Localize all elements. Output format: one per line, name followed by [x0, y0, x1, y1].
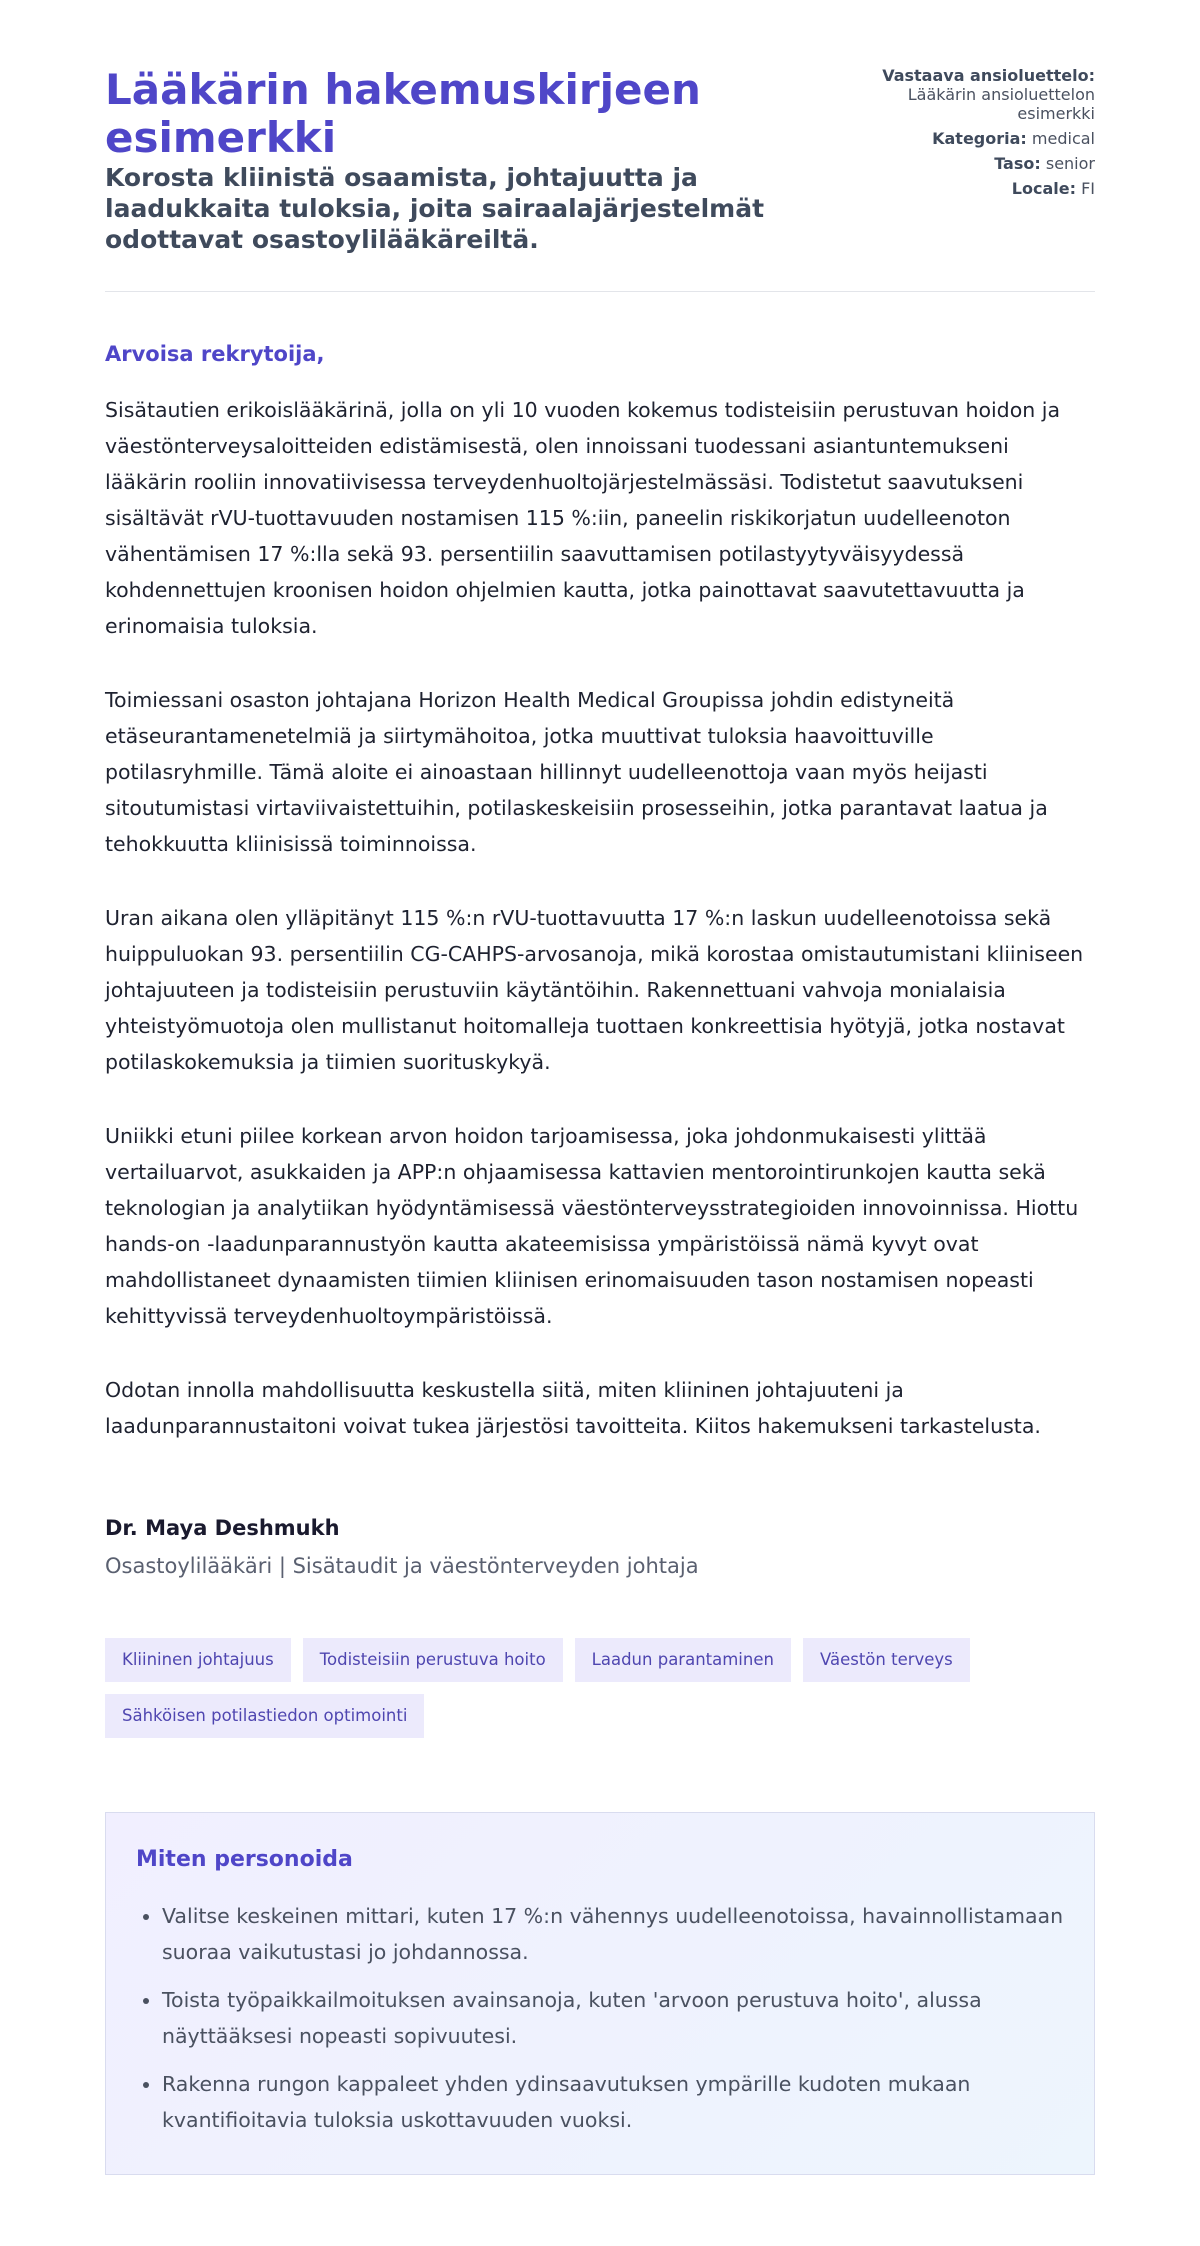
salutation: Arvoisa rekrytoija,: [105, 342, 325, 366]
letter-body: [105, 342, 1095, 1578]
meta-locale-label: Locale:: [1011, 179, 1076, 198]
skill-tag: Kliininen johtajuus: [105, 1638, 291, 1682]
tip-item: • Valitse keskeinen mittari, kuten 17 %:n vähennys uudelleenotoissa, havainnollistamaan suoraa vaikutustasi jo johdannossa.: [162, 1898, 1064, 1970]
tip-item: • Rakenna rungon kappaleet yhden ydinsaavutuksen ympärille kudoten mukaan kvantifioitavia tuloksia uskottavuuden vuoksi.: [162, 2066, 1064, 2138]
meta-level-label: Taso:: [994, 154, 1041, 173]
meta-locale: [855, 179, 1095, 198]
skill-tag: Sähköisen potilastiedon optimointi: [105, 1694, 424, 1738]
meta-locale-value: FI: [1081, 179, 1095, 198]
tips-title: Miten personoida: [136, 1847, 353, 1872]
signature-name: Dr. Maya Deshmukh: [105, 1516, 340, 1540]
personalization-tips: [105, 1812, 1095, 2175]
tip-item: • Toista työpaikkailmoituksen avainsanoja, kuten 'arvoon perustuva hoito', alussa näyttääksesi nopeasti sopivuutesi.: [162, 1982, 1064, 2054]
meta-resume: [855, 66, 1095, 123]
meta-level: [855, 154, 1095, 173]
signature-title: Osastoylilääkäri | Sisätaudit ja väestönterveyden johtaja: [105, 1554, 699, 1578]
meta-category-label: Kategoria:: [932, 129, 1027, 148]
header-titles: [105, 66, 805, 255]
meta-category: [855, 129, 1095, 148]
skill-tags: [105, 1638, 1095, 1738]
skill-tag: Todisteisiin perustuva hoito: [303, 1638, 563, 1682]
meta-resume-label: Vastaava ansioluettelo:: [882, 66, 1095, 85]
letter-paragraph: Uniikki etuni piilee korkean arvon hoidon tarjoamisessa, joka johdonmukaisesti ylittää vertailuarvot, asukkaiden ja APP:n ohjaamisessa kattavien mentorointirunkojen kautta sekä teknologian ja analytiikan hyödyntämisessä väestönterveysstrategioiden innovoinnissa. Hiottu hands-on -laadunparannustyön kautta akateemisissa ympäristöissä nämä kyvyt ovat mahdollistaneet dynaamisten tiimien kliinisen erinomaisuuden tason nostamisen nopeasti kehittyvissä terveydenhuoltoympäristöissä.: [105, 1124, 1079, 1328]
page-header: [105, 66, 1095, 292]
letter-paragraph: Sisätautien erikoislääkärinä, jolla on yli 10 vuoden kokemus todisteisiin perustuvan hoidon ja väestönterveysaloitteiden edistämisestä, olen innoissani tuodessani asiantuntemukseni lääkärin rooliin innovatiivisessa terveydenhuoltojärjestelmässäsi. Todistetut saavutukseni sisältävät rVU-tuottavuuden nostamisen 115 %:iin, paneelin riskikorjatun uudelleenoton vähentämisen 17 %:lla sekä 93. persentiilin saavuttamisen potilastyytyväisyydessä kohdennettujen kroonisen hoidon ohjelmien kautta, jotka painottavat saavutettavuutta ja erinomaisia tuloksia.: [105, 398, 1061, 638]
meta-info: [855, 66, 1095, 204]
page-subtitle: Korosta kliinistä osaamista, johtajuutta ja laadukkaita tuloksia, joita sairaalajärjestelmät odottavat osastoylilääkäreiltä.: [105, 163, 765, 254]
tips-list: [136, 1898, 1064, 2138]
letter-paragraph: Odotan innolla mahdollisuutta keskustella siitä, miten kliininen johtajuuteni ja laadunparannustaitoni voivat tukea järjestösi tavoitteita. Kiitos hakemukseni tarkastelusta.: [105, 1378, 1041, 1438]
cover-letter-page: [105, 0, 1095, 2175]
meta-level-value: senior: [1045, 154, 1095, 173]
meta-category-value: medical: [1031, 129, 1095, 148]
skill-tag: Laadun parantaminen: [575, 1638, 791, 1682]
meta-resume-value[interactable]: Lääkärin ansioluettelon esimerkki: [907, 85, 1095, 123]
letter-paragraph: Uran aikana olen ylläpitänyt 115 %:n rVU-tuottavuutta 17 %:n laskun uudelleenotoissa sekä huippuluokan 93. persentiilin CG-CAHPS-arvosanoja, mikä korostaa omistautumistani kliiniseen johtajuuteen ja todisteisiin perustuviin käytäntöihin. Rakennettuani vahvoja monialaisia yhteistyömuotoja olen mullistanut hoitomalleja tuottaen konkreettisia hyötyjä, jotka nostavat potilaskokemuksia ja tiimien suorituskykyä.: [105, 906, 1084, 1074]
letter-paragraph: Toimiessani osaston johtajana Horizon Health Medical Groupissa johdin edistyneitä etäseurantamenetelmiä ja siirtymähoitoa, jotka muuttivat tuloksia haavoittuville potilasryhmille. Tämä aloite ei ainoastaan hillinnyt uudelleenottoja vaan myös heijasti sitoutumistasi virtaviivaistettuihin, potilaskeskeisiin prosesseihin, jotka parantavat laatua ja tehokkuutta kliinisissä toiminnoissa.: [105, 688, 1048, 856]
page-title: Lääkärin hakemuskirjeen esimerkki: [105, 65, 701, 162]
skill-tag: Väestön terveys: [803, 1638, 970, 1682]
